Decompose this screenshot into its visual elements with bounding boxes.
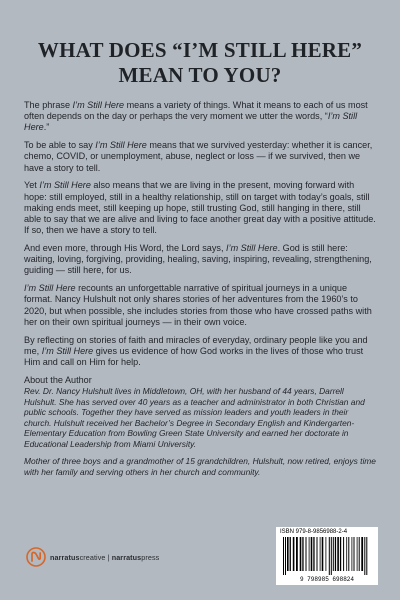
text: recounts an unforgettable narrative of spiritual journeys in a unique format. Nancy Hulshult not only shares stories of her adventures from the 1960’s to 2020, but when possible, she includes stories from those who have crossed paths with her on their own spiritual journeys — in their own voice. [24, 283, 372, 327]
barcode-bar [311, 537, 313, 571]
text: .” [43, 122, 50, 133]
isbn-barcode [276, 527, 378, 585]
barcode-bar [320, 537, 321, 571]
text: And even more, through His Word, the Lord says, [24, 243, 227, 254]
barcode-bar [317, 537, 318, 571]
barcode-bar [343, 537, 344, 571]
publisher-logo [26, 546, 159, 568]
barcode-bar [346, 537, 347, 571]
paragraph-5 [24, 283, 376, 328]
barcode-bar [309, 537, 310, 571]
barcode-bars [279, 537, 375, 575]
paragraph-4 [24, 243, 376, 277]
text: Yet [24, 180, 40, 191]
barcode-bar [357, 537, 358, 571]
barcode-bar [364, 537, 365, 575]
cover-heading: WHAT DOES “I’M STILL HERE” MEAN TO YOU? [37, 38, 363, 87]
paragraph-1 [24, 100, 376, 134]
barcode-bar [322, 537, 324, 571]
text: gives us evidence of how God works in the lives of those who trust Him and call on Him for help. [24, 345, 364, 368]
barcode-bar [306, 537, 307, 571]
paragraph-6 [24, 335, 376, 369]
text: The phrase [24, 100, 73, 110]
barcode-bar [361, 537, 363, 571]
barcode-bar [283, 537, 284, 575]
book-title-italic: I’m Still Here [24, 111, 358, 133]
paragraph-2 [24, 140, 376, 174]
barcode-bar [331, 537, 332, 575]
barcode-bar [293, 537, 295, 571]
publisher-name-2: narratus [111, 552, 142, 562]
barcode-bar [348, 537, 349, 571]
barcode-bar [296, 537, 298, 571]
publisher-name-1: narratus [50, 552, 80, 562]
narratus-n-logo-icon [26, 547, 46, 567]
book-title-italic: I’m Still Here [24, 283, 76, 294]
publisher-name-2-suffix: press [141, 552, 160, 562]
text: . God is still here: waiting, loving, forgiving, providing, healing, saving, inspiring, revealing, strengthening, guiding — still here, for us. [24, 243, 372, 276]
barcode-bar [326, 537, 327, 571]
barcode-bar [329, 537, 330, 575]
blurb [24, 100, 376, 484]
text: means that we survived yesterday: whether it is cancer, chemo, COVID, or unemployment, abuse, neglect or loss — if we survived, then we have a story to tell. [24, 140, 373, 173]
publisher-name-1-suffix: creative [79, 552, 106, 562]
paragraph-3 [24, 180, 376, 236]
barcode-bar [302, 537, 303, 571]
barcode-number: 9 798985 698824 [299, 576, 354, 583]
book-title-italic: I’m Still Here [72, 100, 125, 110]
barcode-bar [287, 537, 289, 571]
text: means a variety of things. What it means to each of us most often depends on the day or perhaps the very moment we utter the words, “ [24, 100, 368, 122]
barcode-bar [290, 537, 291, 571]
barcode-bar [354, 537, 355, 571]
text: By reflecting on stories of faith and miracles of everyday, ordinary people like you and me, [24, 334, 368, 356]
about-author-title: About the Author [24, 374, 92, 385]
barcode-bar [285, 537, 286, 575]
book-title-italic: I’m Still Here [39, 180, 91, 191]
publisher-names [50, 553, 159, 562]
book-title-italic: I’m Still Here [41, 345, 94, 356]
barcode-bar [313, 537, 314, 571]
text: also means that we are living in the present, moving forward with hope: still employed, still in a healthy relationship, still on target with today’s goals, still making ends meet, still keeping up hope, still trusting God, still hanging in there, still able to say that we are alive and living to face another great day with a positive attitude. If so, then we have a story to tell. [24, 180, 376, 236]
barcode-bar [335, 537, 336, 571]
book-title-italic: I’m Still Here [226, 243, 278, 254]
barcode-bar [300, 537, 302, 571]
barcode-bar [366, 537, 367, 575]
publisher-separator: | [105, 552, 112, 562]
text: To be able to say [24, 140, 96, 151]
book-title-italic: I’m Still Here [95, 140, 147, 151]
barcode-bar [337, 537, 339, 571]
barcode-bar [352, 537, 353, 571]
barcode-bar [340, 537, 341, 571]
author-family: Mother of three boys and a grandmother of 15 grandchildren, Hulshult, now retired, enjoys time with her family and serving others in her church and community. [24, 456, 376, 477]
barcode-bar [359, 537, 360, 571]
barcode-bar [333, 537, 334, 571]
isbn-label: ISBN 979-8-9856988-2-4 [280, 529, 348, 535]
author-bio: Rev. Dr. Nancy Hulshult lives in Middletown, OH, with her husband of 44 years, Darrell Hulshult. She has served over 40 years as a teacher and administrator in both Christian and public schools. Together they have served as mission leaders and youth leaders in their church. Hulshult received her Bachelor’s Degree in Secondary English and Kindergarten-Elementary Education from Bowling Green State University and earned her doctorate in Educational Leadership from Miami University. [24, 386, 365, 449]
